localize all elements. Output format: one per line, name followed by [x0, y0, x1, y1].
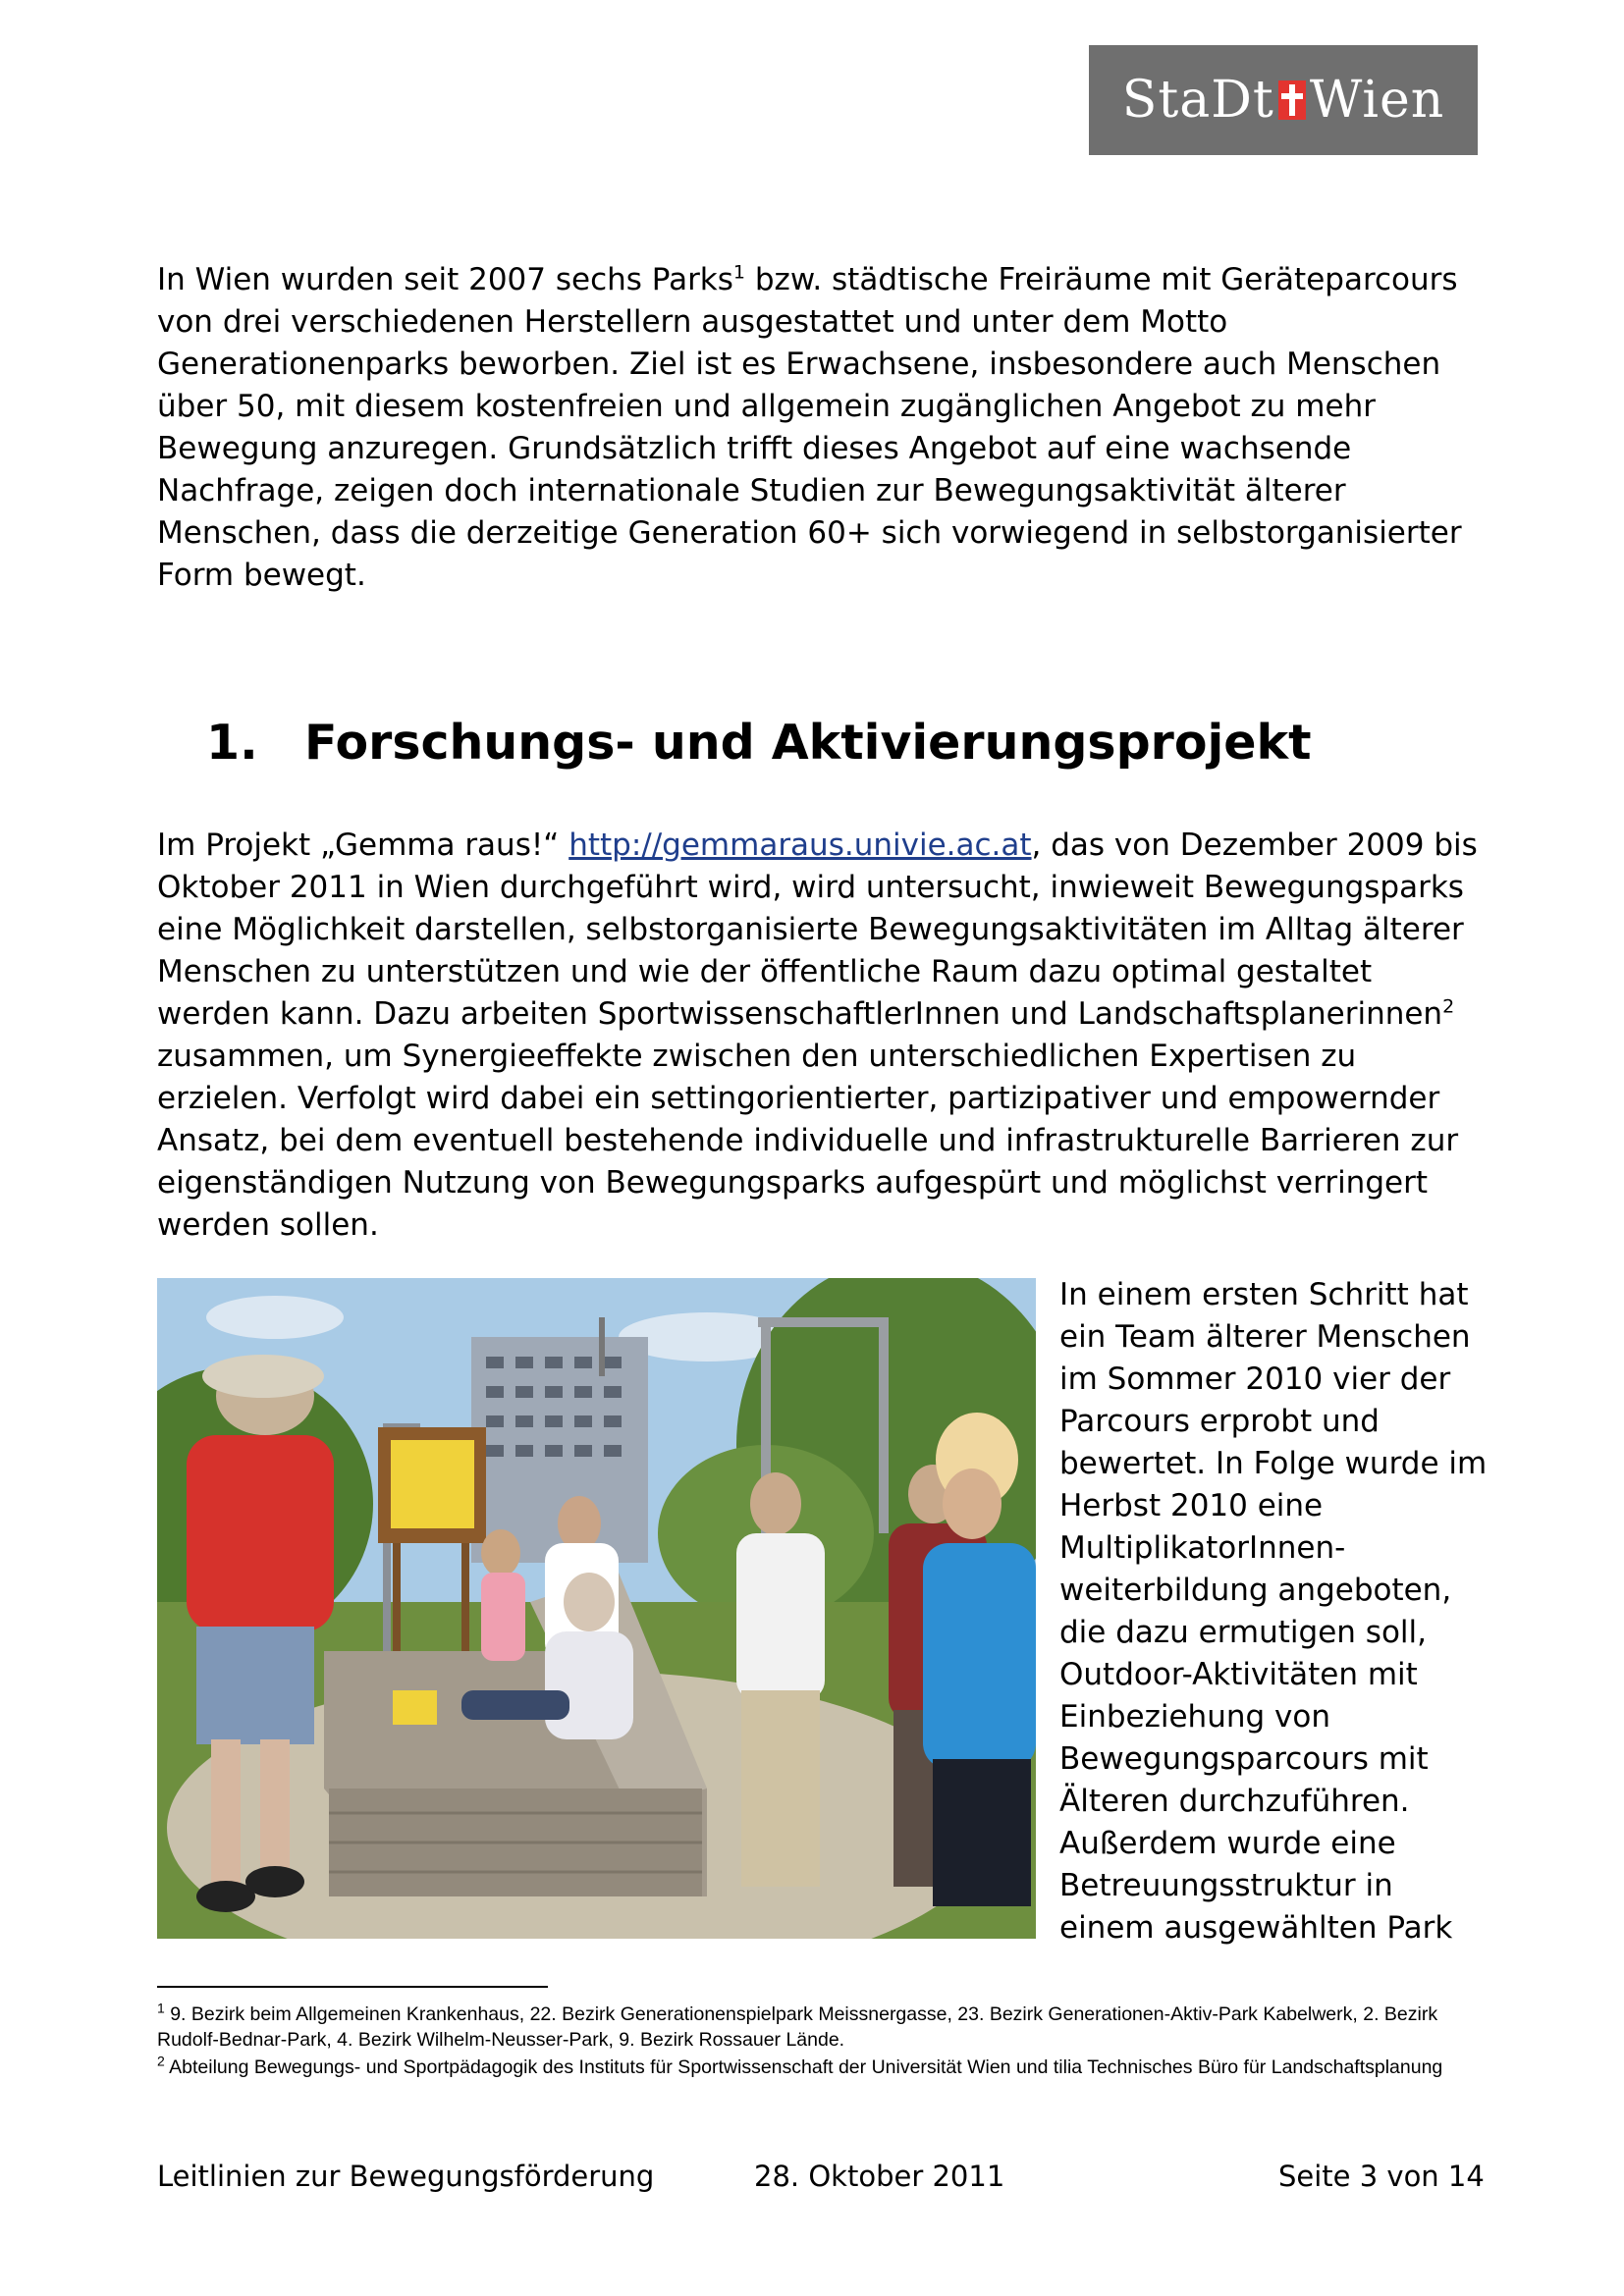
footnote-1: $^1$ 9. Bezirk beim Allgemeinen Krankenhaus, 22. Bezirk Generationenspielpark Meissnergasse, 23. Bezirk Generationen-Aktiv-Park Kabelwerk, 2. Bezirk Rudolf-Bednar-Park, 4. Bezirk Wilhelm-Neusser-Park, 9. Bezirk Rossauer Lände. [157, 2000, 1438, 2051]
footnote-separator [157, 1986, 548, 1988]
logo-text-left: StaDt [1121, 71, 1274, 130]
footnote-ref-1[interactable]: 1 [732, 261, 746, 284]
stadt-wien-logo [1089, 45, 1478, 155]
park-photo [157, 1278, 1036, 1939]
logo-wordmark [1122, 71, 1445, 130]
footnote-ref-2[interactable]: 2 [1442, 995, 1455, 1018]
project-link[interactable]: http://gemmaraus.univie.ac.at [568, 828, 1032, 863]
logo-text-right: Wien [1309, 71, 1445, 130]
section-title: Forschungs- und Aktivierungsprojekt [304, 715, 1312, 771]
section-number: 1. [206, 715, 258, 771]
footer-title: Leitlinien zur Bewegungsförderung [157, 2160, 655, 2193]
footnote-2: $^2$ Abteilung Bewegungs- und Sportpädagogik des Instituts für Sportwissenschaft der Universität Wien und tilia Technisches Büro für Landschaftsplanung [157, 2053, 1443, 2078]
section-heading [206, 715, 1312, 771]
footer-date: 28. Oktober 2011 [754, 2160, 1005, 2193]
intro-paragraph: In Wien wurden seit 2007 sechs Parks$^1$ bzw. städtische Freiräume mit Geräteparcours von drei verschiedenen Herstellern ausgestattet und unter dem Motto Generationenparks beworben. Ziel ist es Erwachsene, insbesondere auch Menschen über 50, mit diesem kostenfreien und allgemein zugänglichen Angebot zu mehr Bewegung anzuregen. Grundsätzlich trifft dieses Angebot auf eine wachsende Nachfrage, zeigen doch internationale Studien zur Bewegungsaktivität älterer Menschen, dass die derzeitige Generation 60+ sich vorwiegend in selbstorganisierter Form bewegt. [157, 261, 1462, 593]
project-paragraph: Im Projekt „Gemma raus!“ http://gemmaraus.univie.ac.at, das von Dezember 2009 bis Oktober 2011 in Wien durchgeführt wird, wird untersucht, inwieweit Bewegungsparks eine Möglichkeit darstellen, selbstorganisierte Bewegungsaktivitäten im Alltag älterer Menschen zu unterstützen und wie der öffentliche Raum dazu optimal gestaltet werden kann. Dazu arbeiten SportwissenschaftlerInnen und Landschaftsplanerinnen$^2$ zusammen, um Synergieeffekte zwischen den unterschiedlichen Expertisen zu erzielen. Verfolgt wird dabei ein settingorientierter, partizipativer und empowernder Ansatz, bei dem eventuell bestehende individuelle und infrastrukturelle Barrieren zur eigenständigen Nutzung von Bewegungsparks aufgespürt und möglichst verringert werden sollen. [157, 828, 1478, 1243]
park-photo-illustration [157, 1278, 1036, 1939]
vienna-cross-icon [1278, 80, 1306, 120]
side-paragraph: In einem ersten Schritt hat ein Team älterer Menschen im Sommer 2010 vier der Parcours erprobt und bewertet. In Folge wurde im Herbst 2010 eine MultiplikatorInnen-weiterbildung angeboten, die dazu ermutigen soll, Outdoor-Aktivitäten mit Einbeziehung von Bewegungsparcours mit Älteren durchzuführen. Außerdem wurde eine Betreuungsstruktur in einem ausgewählten Park [1059, 1277, 1488, 1946]
footer-page-number: Seite 3 von 14 [1278, 2160, 1485, 2193]
